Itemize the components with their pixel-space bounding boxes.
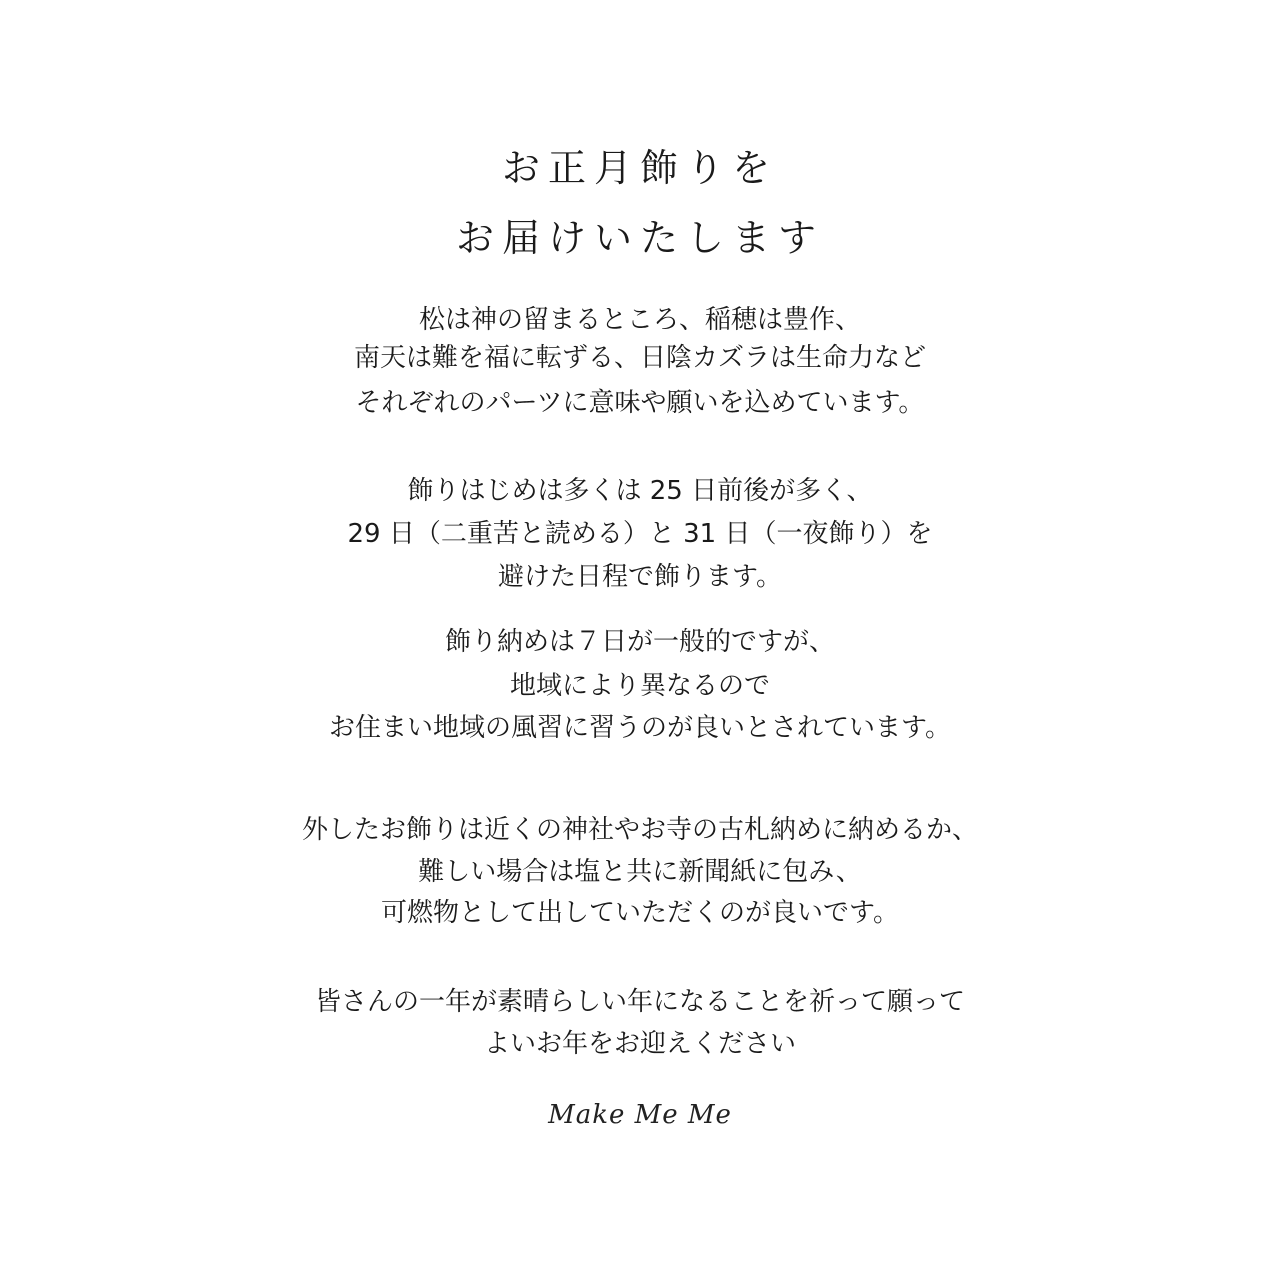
text-line: 皆さんの一年が素晴らしい年になることを祈って願って [314,987,965,1017]
text-line: 外したお飾りは近くの神社やお寺の古札納めに納めるか、 [301,815,978,845]
text-line: よいお年をお迎えください [483,1029,796,1059]
text-line: 松は神の留まるところ、稲穂は豊作、 [418,305,861,335]
text-line: 避けた日程で飾ります。 [498,562,782,592]
title-line-2: お届けいたします [455,216,824,260]
text-line: それぞれのパーツに意味や願いを込めています。 [355,388,925,418]
text-line: 南天は難を福に転ずる、日陰カズラは生命力など [353,343,926,373]
text-line: 可燃物として出していただくのが良いです。 [381,898,899,928]
signature-logo: Make Me Me [548,1100,732,1130]
text-line: 地域により異なるので [509,671,770,701]
title-line-1: お正月飾りを [501,146,778,190]
text-line: 飾りはじめは多くは 25 日前後が多く、 [407,476,873,506]
text-line: 難しい場合は塩と共に新聞紙に包み、 [418,857,862,887]
text-line: お住まい地域の風習に習うのが良いとされています。 [329,713,951,743]
text-line: 飾り納めは７日が一般的ですが、 [444,627,835,657]
text-line: 29 日（二重苦と読める）と 31 日（一夜飾り）を [347,519,933,549]
